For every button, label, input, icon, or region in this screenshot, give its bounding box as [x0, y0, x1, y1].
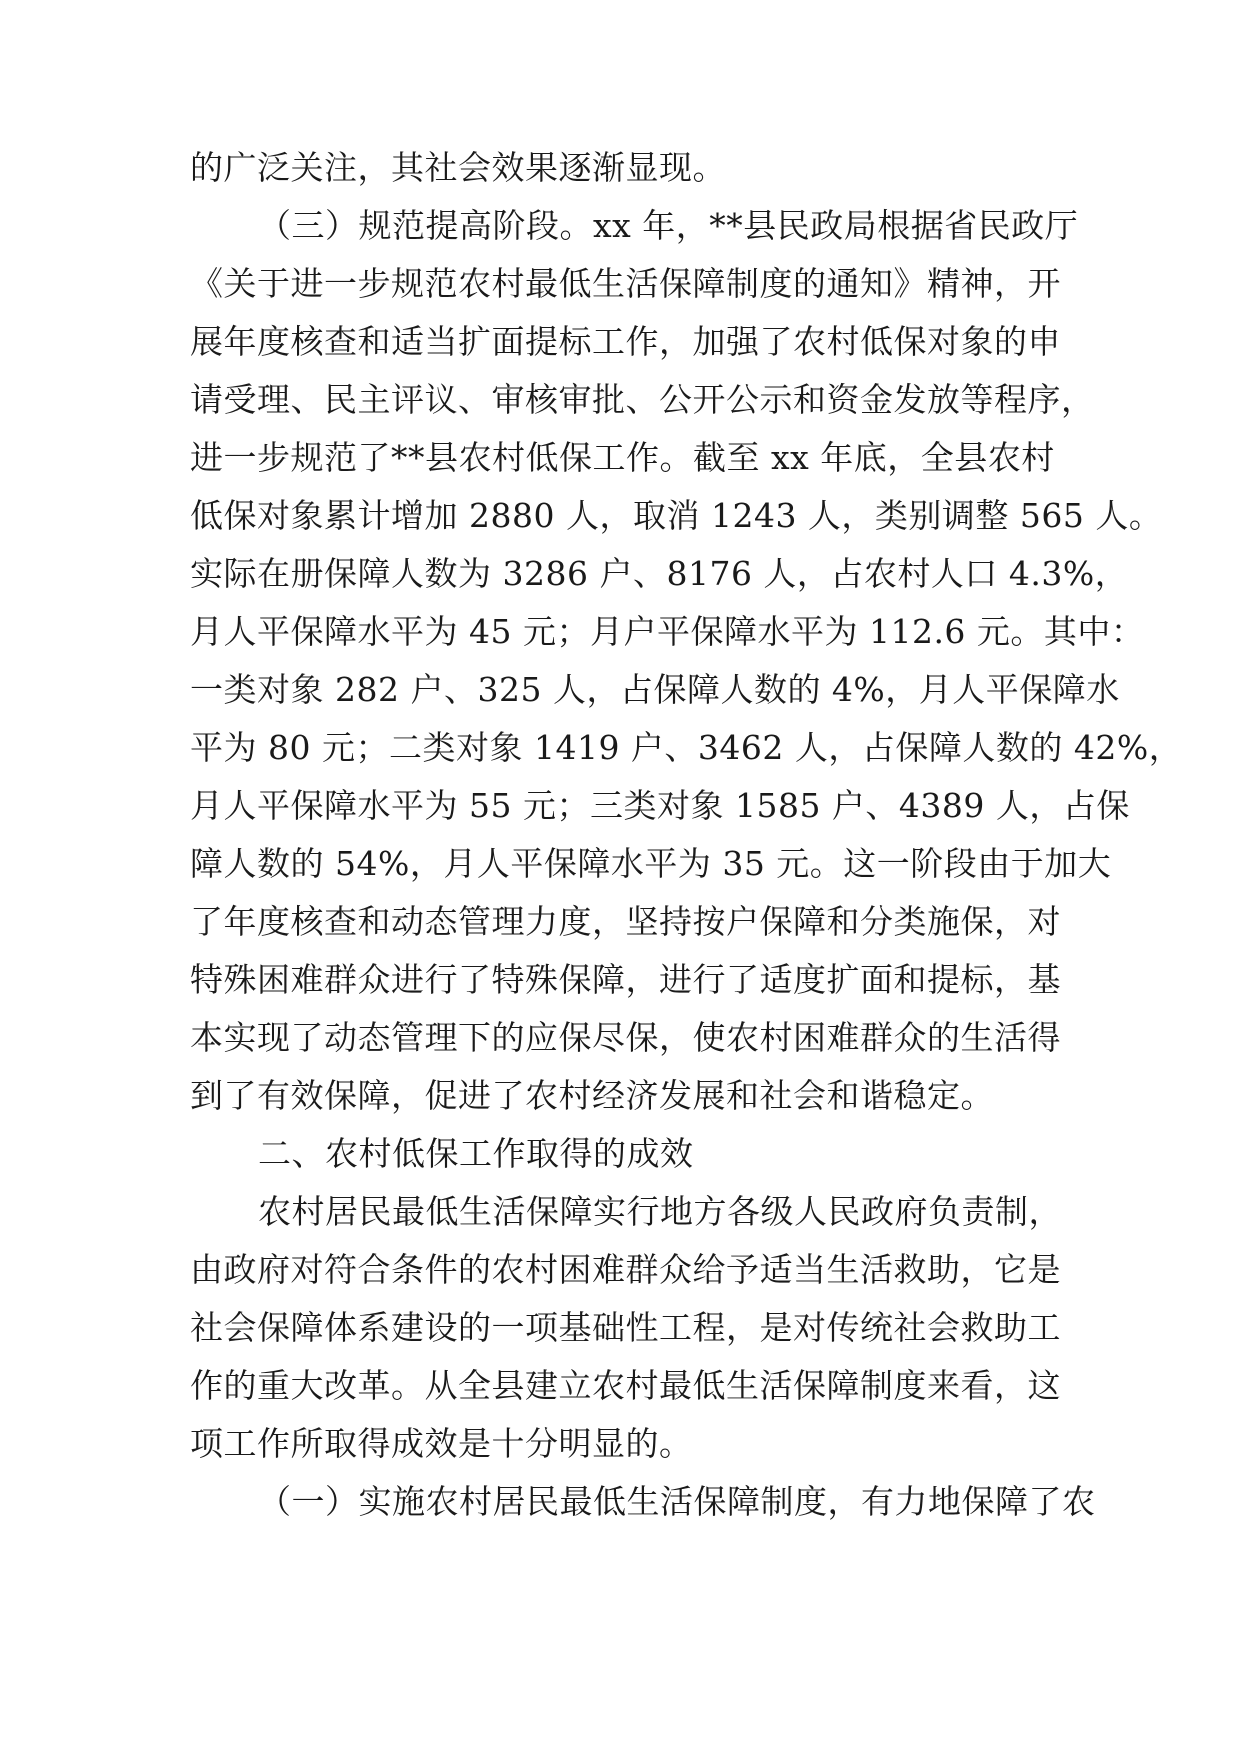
text-line: 由政府对符合条件的农村困难群众给予适当生活救助，它是: [190, 1250, 1061, 1289]
text-line: 请受理、民主评议、审核审批、公开公示和资金发放等程序，: [190, 380, 1095, 419]
text-line: 展年度核查和适当扩面提标工作，加强了农村低保对象的申: [190, 322, 1061, 361]
text-line: 《关于进一步规范农村最低生活保障制度的通知》精神，开: [190, 264, 1061, 303]
text-line: 一类对象 282 户、325 人，占保障人数的 4%，月人平保障水: [190, 670, 1120, 709]
text-line: 社会保障体系建设的一项基础性工程，是对传统社会救助工: [190, 1308, 1061, 1347]
text-line: 到了有效保障，促进了农村经济发展和社会和谐稳定。: [190, 1076, 994, 1115]
text-line: 农村居民最低生活保障实行地方各级人民政府负责制，: [258, 1192, 1062, 1231]
text-line: 特殊困难群众进行了特殊保障，进行了适度扩面和提标，基: [190, 960, 1061, 999]
text-line: 障人数的 54%，月人平保障水平为 35 元。这一阶段由于加大: [190, 844, 1112, 883]
text-line: 本实现了动态管理下的应保尽保，使农村困难群众的生活得: [190, 1018, 1061, 1057]
text-line: 实际在册保障人数为 3286 户、8176 人，占农村人口 4.3%，: [190, 554, 1129, 593]
section-heading-3: （三）规范提高阶段。xx 年，**县民政局根据省民政厅: [258, 206, 1079, 245]
subsection-heading-1: （一）实施农村居民最低生活保障制度，有力地保障了农: [258, 1482, 1096, 1521]
text-line: 月人平保障水平为 45 元；月户平保障水平为 112.6 元。其中：: [190, 612, 1145, 651]
section-heading-2: 二、农村低保工作取得的成效: [258, 1134, 694, 1173]
text-line: 作的重大改革。从全县建立农村最低生活保障制度来看，这: [190, 1366, 1061, 1405]
text-line: 低保对象累计增加 2880 人，取消 1243 人，类别调整 565 人。: [190, 496, 1163, 535]
text-line: 进一步规范了**县农村低保工作。截至 xx 年底，全县农村: [190, 438, 1055, 477]
text-line: 月人平保障水平为 55 元；三类对象 1585 户、4389 人，占保: [190, 786, 1130, 825]
text-line: 的广泛关注，其社会效果逐渐显现。: [190, 148, 726, 187]
text-line: 项工作所取得成效是十分明显的。: [190, 1424, 693, 1463]
text-line: 了年度核查和动态管理力度，坚持按户保障和分类施保，对: [190, 902, 1061, 941]
text-line: 平为 80 元；二类对象 1419 户、3462 人，占保障人数的 42%，: [190, 728, 1183, 767]
